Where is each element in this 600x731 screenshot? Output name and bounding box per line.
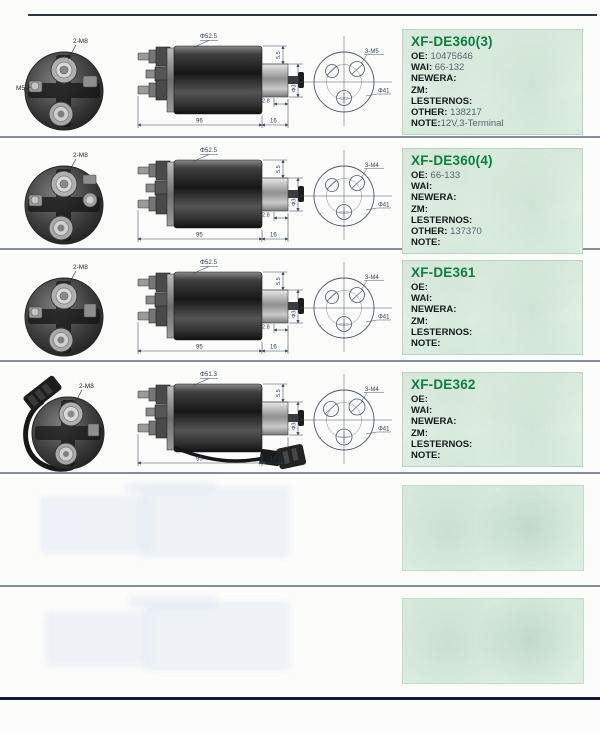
catalog-rows xyxy=(0,16,600,700)
dim-diameter: Φ52.5 xyxy=(200,259,217,266)
spec-field: OE: 66-133 xyxy=(411,170,461,181)
spec-field: NEWERA: xyxy=(411,73,457,85)
empty-info-box xyxy=(402,598,584,684)
spec-field: LESTERNOS: xyxy=(411,326,473,338)
photo-terminal-label: 2-M8 xyxy=(73,264,88,271)
dim-body-length: 95 xyxy=(196,232,203,239)
dim-body-length: 95 xyxy=(196,456,203,463)
dim-shaft-diameter: Φ34.6 xyxy=(291,76,298,92)
solenoid-body xyxy=(174,384,262,452)
spec-field: WAI: xyxy=(411,405,433,417)
photo-terminal-label: 2-M8 xyxy=(79,383,94,390)
part-number: XF-DE361 xyxy=(411,265,476,280)
mount-bolt-circle-label: Φ41 xyxy=(378,314,390,321)
mount-holes-label: 3-M5 xyxy=(365,49,379,55)
spec-field: LESTERNOS: xyxy=(411,438,473,450)
ghost-bleedthrough xyxy=(145,601,290,671)
dim-extension: 16 xyxy=(270,118,277,125)
catalog-row xyxy=(0,362,600,474)
part-info-box xyxy=(402,29,583,135)
spec-field: LESTERNOS: xyxy=(411,214,473,226)
ghost-bleedthrough xyxy=(45,611,150,667)
terminal-studs xyxy=(138,273,170,326)
spec-field: OE: 10475646 xyxy=(411,51,473,62)
mount-holes-label: 3-M4 xyxy=(365,275,379,281)
spec-field: WAI: xyxy=(411,181,433,193)
front-collar xyxy=(262,402,288,435)
spec-field: NOTE: xyxy=(411,450,441,462)
part-info-box xyxy=(402,148,583,254)
photo-side-label: M5 xyxy=(16,85,26,92)
solenoid-side-drawing xyxy=(112,142,307,253)
dim-step: 12.8 xyxy=(259,324,270,331)
ghost-bleedthrough xyxy=(128,596,216,608)
mounting-hole-diagram xyxy=(298,370,398,473)
spec-field: LESTERNOS: xyxy=(411,95,473,107)
terminal-studs xyxy=(138,385,170,438)
spec-field: OE: xyxy=(411,282,428,293)
front-collar xyxy=(262,290,288,323)
spec-field: ZM: xyxy=(411,203,428,215)
front-collar xyxy=(262,178,288,211)
spec-field: NEWERA: xyxy=(411,416,457,428)
solenoid-side-drawing xyxy=(112,254,307,365)
dim-extension: 16 xyxy=(270,232,277,239)
dim-step: 12.8 xyxy=(259,98,270,105)
mount-holes-label: 3-M4 xyxy=(365,387,379,393)
dim-diameter: Φ52.5 xyxy=(200,147,217,154)
spec-field: ZM: xyxy=(411,315,428,327)
spec-field: NOTE: xyxy=(411,237,441,249)
solenoid-body xyxy=(174,272,262,340)
solenoid-end-photo xyxy=(16,148,112,255)
solenoid-body xyxy=(174,46,262,114)
solenoid-end-photo xyxy=(16,372,112,479)
dim-shaft-diameter: Φ34.6 xyxy=(291,414,298,430)
spec-field: NOTE: xyxy=(411,338,441,350)
solenoid-side-drawing xyxy=(112,28,307,139)
dim-body-length: 95 xyxy=(196,344,203,351)
ghost-bleedthrough xyxy=(125,482,215,494)
empty-catalog-row xyxy=(0,474,600,587)
ghost-bleedthrough xyxy=(40,496,150,554)
solenoid-side-drawing xyxy=(112,366,307,477)
terminal-studs xyxy=(138,161,170,214)
mount-bolt-circle-label: Φ41 xyxy=(378,202,390,209)
empty-catalog-row xyxy=(0,587,600,700)
dim-diameter: Φ51.3 xyxy=(200,371,217,378)
part-number: XF-DE360(4) xyxy=(411,153,493,168)
catalog-row xyxy=(0,250,600,362)
dim-shaft-diameter: Φ34.6 xyxy=(291,302,298,318)
mount-bolt-circle-label: Φ41 xyxy=(378,426,390,433)
part-info-box xyxy=(402,372,583,467)
dim-offset: 5.5 xyxy=(276,165,282,173)
empty-info-box xyxy=(402,485,584,571)
dim-offset: 5.5 xyxy=(276,51,282,59)
photo-terminal-label: 2-M8 xyxy=(73,38,88,45)
part-info-box xyxy=(402,260,583,355)
solenoid-end-photo xyxy=(16,260,112,367)
ghost-bleedthrough xyxy=(140,486,290,558)
mounting-hole-diagram xyxy=(298,146,398,249)
part-number: XF-DE360(3) xyxy=(411,34,493,49)
dim-offset: 5.5 xyxy=(276,389,282,397)
spec-field: NOTE:12V,3-Terminal xyxy=(411,118,504,130)
dim-extension: 16 xyxy=(270,456,277,463)
mount-bolt-circle-label: Φ41 xyxy=(378,88,390,95)
spec-field: OTHER: 138217 xyxy=(411,107,482,119)
spec-field: NEWERA: xyxy=(411,304,457,316)
dim-diameter: Φ52.5 xyxy=(200,33,217,40)
solenoid-end-photo xyxy=(16,34,112,141)
spec-field: WAI: xyxy=(411,293,433,305)
dim-shaft-diameter: Φ34.6 xyxy=(291,190,298,206)
spec-field: OE: xyxy=(411,394,428,405)
dim-step: 12.8 xyxy=(259,212,270,219)
dim-body-length: 96 xyxy=(196,118,203,125)
terminal-studs xyxy=(138,47,170,100)
spec-field: OTHER: 137370 xyxy=(411,226,482,238)
spec-field: ZM: xyxy=(411,84,428,96)
solenoid-body xyxy=(174,160,262,228)
dim-extension: 16 xyxy=(270,344,277,351)
part-number: XF-DE362 xyxy=(411,377,476,392)
catalog-row xyxy=(0,138,600,250)
front-collar xyxy=(262,64,288,97)
dim-offset: 5.5 xyxy=(276,277,282,285)
mounting-hole-diagram xyxy=(298,258,398,361)
mounting-hole-diagram xyxy=(298,32,398,135)
spec-field: NEWERA: xyxy=(411,192,457,204)
spec-field: WAI: 66-132 xyxy=(411,62,465,74)
catalog-row xyxy=(0,16,600,138)
spec-field: ZM: xyxy=(411,427,428,439)
photo-terminal-label: 2-M8 xyxy=(73,152,88,159)
mount-holes-label: 3-M4 xyxy=(365,163,379,169)
